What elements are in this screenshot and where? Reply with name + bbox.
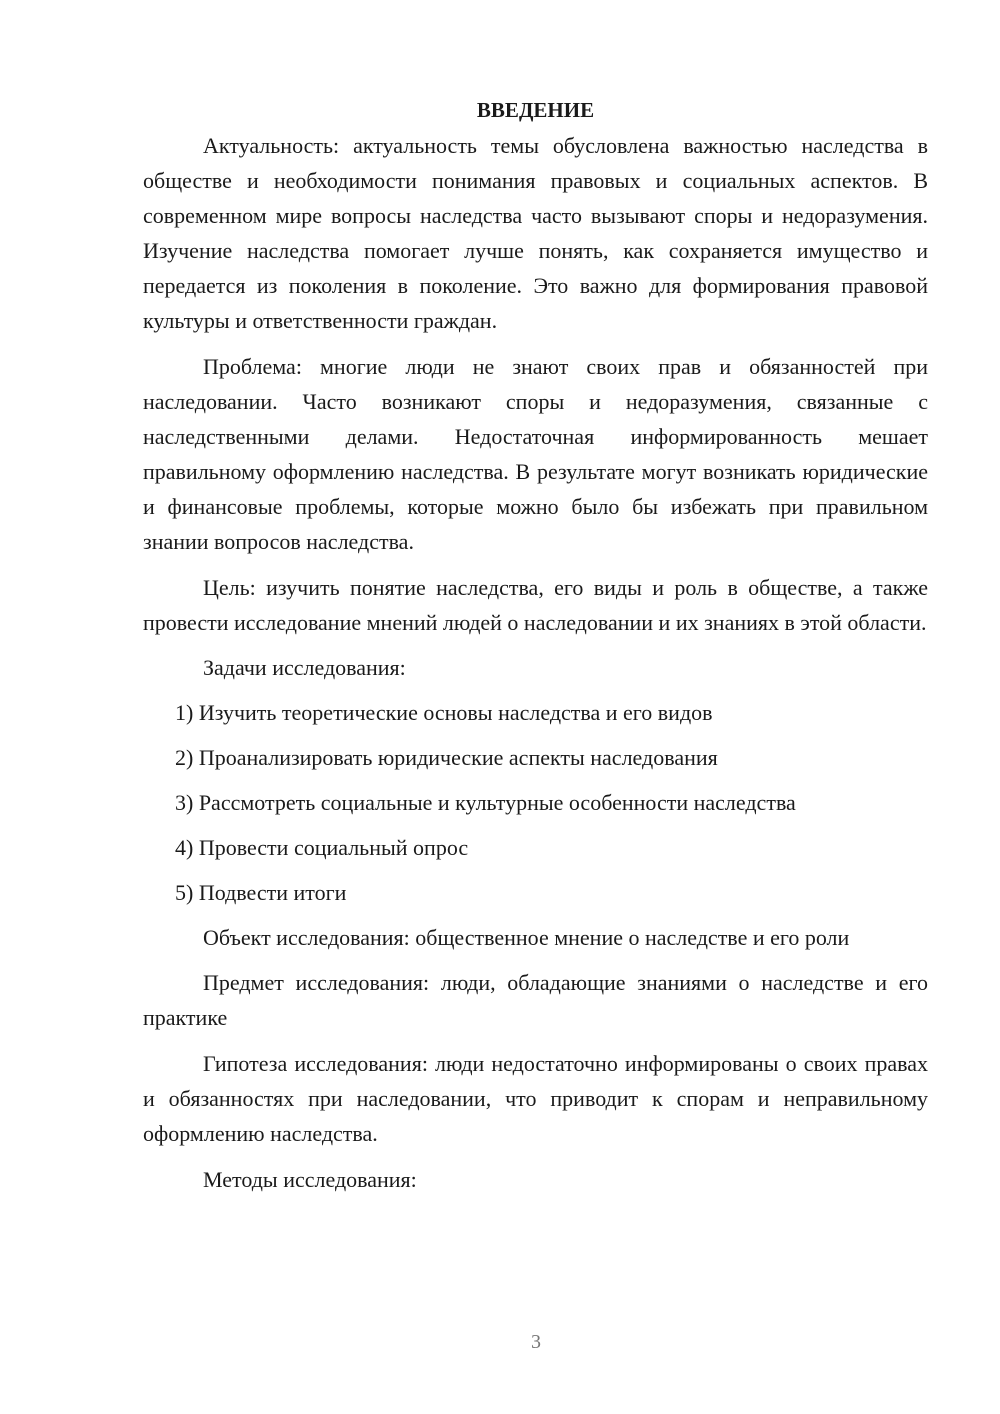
page-title: ВВЕДЕНИЕ	[476, 98, 595, 122]
list-item: 3) Рассмотреть социальные и культурные особенности наследства	[175, 790, 796, 815]
list-item: 1) Изучить теоретические основы наследства и его видов	[175, 700, 713, 725]
paragraph-methods: Методы исследования:	[203, 1167, 417, 1192]
paragraph-goal: Цель: изучить понятие наследства, его виды и роль в обществе, а также провести исследование мнений людей о наследовании и их знаниях в этой области.	[143, 575, 928, 635]
paragraph-problem: Проблема: многие люди не знают своих прав и обязанностей при наследовании. Часто возникают споры и недоразумения, связанные с наследственными делами. Недостаточная информированность мешает правильному оформлению наследства. В результате могут возникать юридические и финансовые проблемы, которые можно было бы избежать при правильном знании вопросов наследства.	[143, 354, 928, 554]
list-item: 5) Подвести итоги	[175, 880, 347, 905]
list-item: 4) Провести социальный опрос	[175, 835, 469, 860]
list-item: 2) Проанализировать юридические аспекты наследования	[175, 745, 718, 770]
tasks-list	[143, 695, 928, 910]
page-content	[143, 93, 928, 1197]
page-number: 3	[531, 1331, 541, 1353]
paragraph-subject: Предмет исследования: люди, обладающие знаниями о наследстве и его практике	[143, 970, 928, 1030]
tasks-heading: Задачи исследования:	[203, 655, 406, 680]
paragraph-object: Объект исследования: общественное мнение о наследстве и его роли	[203, 925, 850, 950]
paragraph-hypothesis: Гипотеза исследования: люди недостаточно информированы о своих правах и обязанностях при наследовании, что приводит к спорам и неправильному оформлению наследства.	[143, 1051, 928, 1146]
paragraph-relevance: Актуальность: актуальность темы обусловлена важностью наследства в обществе и необходимости понимания правовых и социальных аспектов. В современном мире вопросы наследства часто вызывают споры и недоразумения. Изучение наследства помогает лучше понять, как сохраняется имущество и передается из поколения в поколение. Это важно для формирования правовой культуры и ответственности граждан.	[143, 133, 928, 333]
